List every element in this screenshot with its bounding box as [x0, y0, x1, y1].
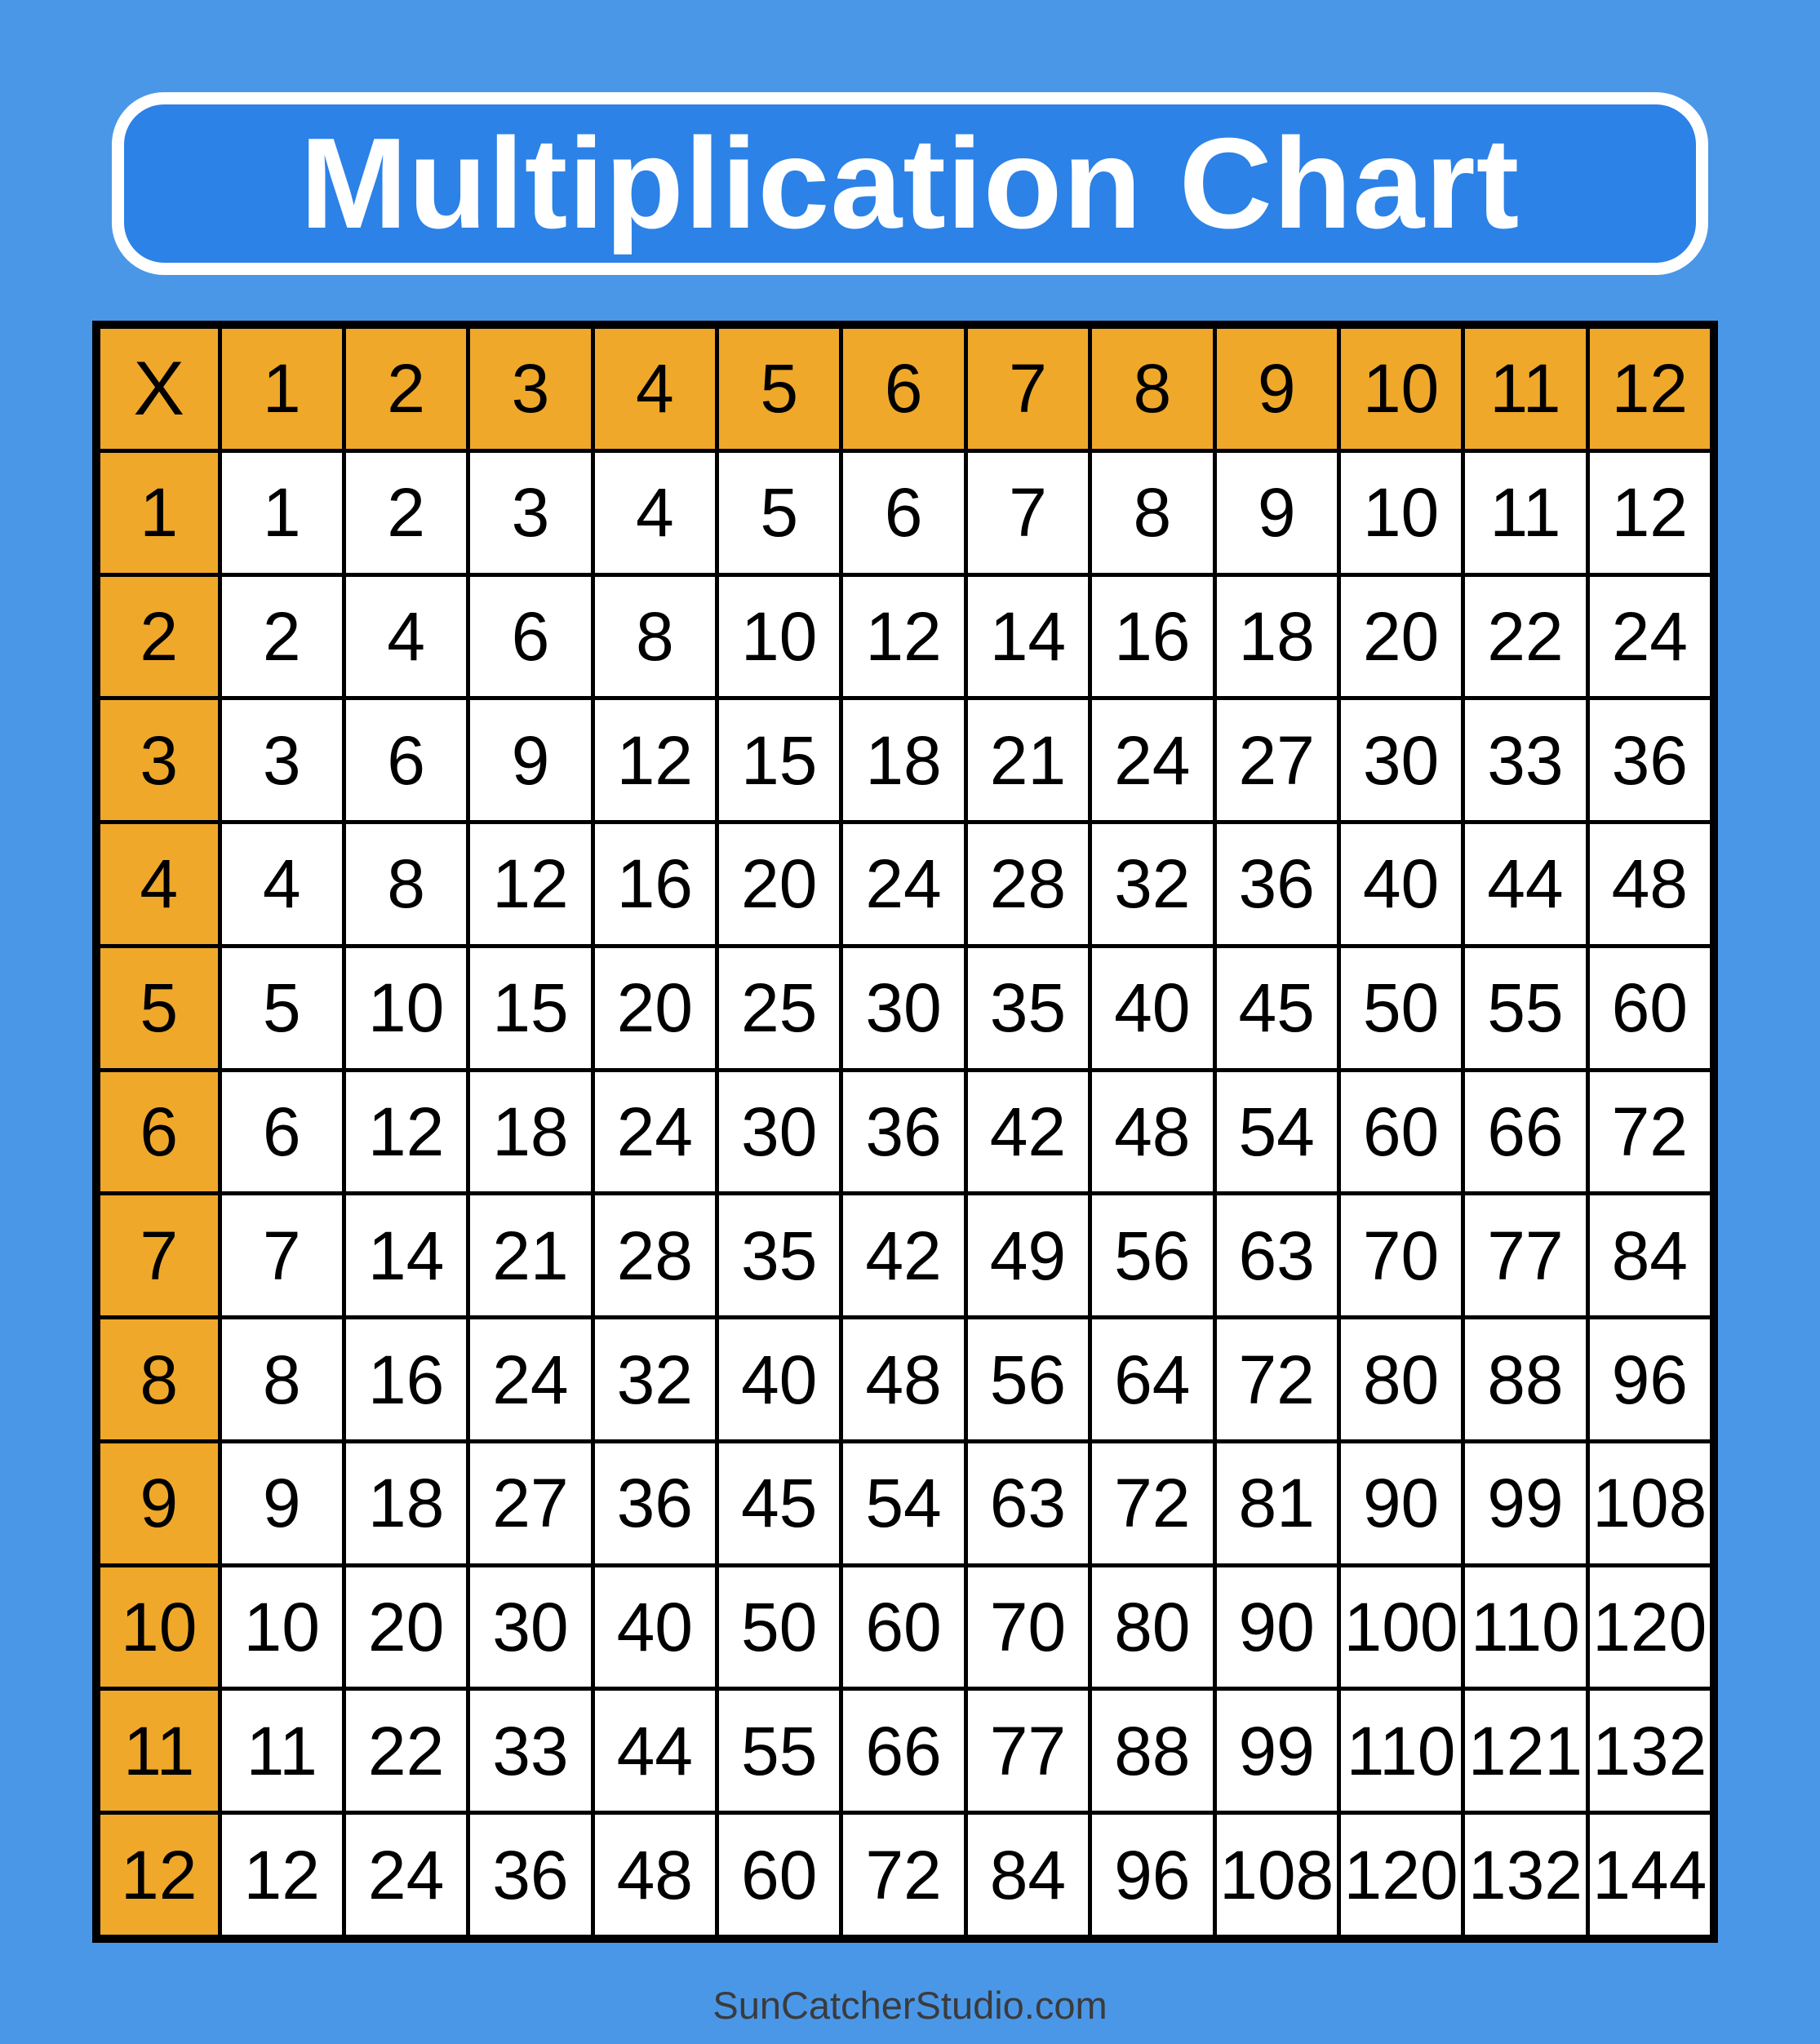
product-cell: 60	[719, 1815, 839, 1935]
row-header-cell: 11	[100, 1691, 218, 1811]
product-cell: 3	[222, 700, 342, 820]
row-header-cell: 2	[100, 577, 218, 697]
product-cell: 70	[968, 1567, 1088, 1687]
product-cell: 84	[968, 1815, 1088, 1935]
product-cell: 96	[1092, 1815, 1212, 1935]
product-cell: 72	[1590, 1072, 1710, 1192]
product-cell: 72	[1217, 1319, 1337, 1439]
product-cell: 54	[843, 1443, 963, 1563]
product-cell: 90	[1341, 1443, 1461, 1563]
product-cell: 9	[470, 700, 590, 820]
product-cell: 56	[968, 1319, 1088, 1439]
column-header-cell: 8	[1092, 329, 1212, 449]
product-cell: 10	[346, 948, 466, 1068]
product-cell: 10	[1341, 453, 1461, 573]
product-cell: 45	[1217, 948, 1337, 1068]
product-cell: 8	[346, 824, 466, 944]
column-header-cell: 4	[595, 329, 715, 449]
product-cell: 32	[595, 1319, 715, 1439]
product-cell: 108	[1217, 1815, 1337, 1935]
product-cell: 10	[719, 577, 839, 697]
product-cell: 6	[843, 453, 963, 573]
product-cell: 6	[222, 1072, 342, 1192]
product-cell: 42	[968, 1072, 1088, 1192]
product-cell: 110	[1341, 1691, 1461, 1811]
product-cell: 96	[1590, 1319, 1710, 1439]
product-cell: 24	[346, 1815, 466, 1935]
product-cell: 9	[222, 1443, 342, 1563]
product-cell: 44	[1465, 824, 1585, 944]
product-cell: 120	[1590, 1567, 1710, 1687]
product-cell: 12	[470, 824, 590, 944]
product-cell: 16	[346, 1319, 466, 1439]
product-cell: 36	[843, 1072, 963, 1192]
product-cell: 4	[346, 577, 466, 697]
product-cell: 99	[1465, 1443, 1585, 1563]
product-cell: 36	[1217, 824, 1337, 944]
product-cell: 54	[1217, 1072, 1337, 1192]
product-cell: 81	[1217, 1443, 1337, 1563]
product-cell: 20	[346, 1567, 466, 1687]
product-cell: 5	[222, 948, 342, 1068]
product-cell: 15	[470, 948, 590, 1068]
product-cell: 4	[595, 453, 715, 573]
product-cell: 35	[968, 948, 1088, 1068]
product-cell: 9	[1217, 453, 1337, 573]
product-cell: 45	[719, 1443, 839, 1563]
product-cell: 55	[719, 1691, 839, 1811]
row-header-cell: 7	[100, 1195, 218, 1315]
product-cell: 66	[843, 1691, 963, 1811]
product-cell: 30	[1341, 700, 1461, 820]
column-header-cell: 1	[222, 329, 342, 449]
product-cell: 48	[1092, 1072, 1212, 1192]
product-cell: 4	[222, 824, 342, 944]
product-cell: 77	[1465, 1195, 1585, 1315]
product-cell: 44	[595, 1691, 715, 1811]
product-cell: 72	[1092, 1443, 1212, 1563]
product-cell: 18	[470, 1072, 590, 1192]
product-cell: 36	[470, 1815, 590, 1935]
product-cell: 24	[1092, 700, 1212, 820]
product-cell: 6	[470, 577, 590, 697]
row-header-cell: 8	[100, 1319, 218, 1439]
product-cell: 22	[1465, 577, 1585, 697]
product-cell: 50	[1341, 948, 1461, 1068]
column-header-cell: 2	[346, 329, 466, 449]
product-cell: 88	[1465, 1319, 1585, 1439]
column-header-cell: 10	[1341, 329, 1461, 449]
column-header-cell: 12	[1590, 329, 1710, 449]
product-cell: 56	[1092, 1195, 1212, 1315]
product-cell: 63	[968, 1443, 1088, 1563]
product-cell: 18	[843, 700, 963, 820]
title-banner	[112, 92, 1708, 275]
row-header-cell: 6	[100, 1072, 218, 1192]
product-cell: 20	[1341, 577, 1461, 697]
row-header-cell: 4	[100, 824, 218, 944]
column-header-cell: 3	[470, 329, 590, 449]
product-cell: 30	[843, 948, 963, 1068]
column-header-cell: 7	[968, 329, 1088, 449]
product-cell: 121	[1465, 1691, 1585, 1811]
product-cell: 28	[968, 824, 1088, 944]
page-title: Multiplication Chart	[300, 111, 1520, 255]
product-cell: 30	[719, 1072, 839, 1192]
product-cell: 12	[843, 577, 963, 697]
product-cell: 27	[470, 1443, 590, 1563]
product-cell: 63	[1217, 1195, 1337, 1315]
product-cell: 60	[1341, 1072, 1461, 1192]
product-cell: 8	[595, 577, 715, 697]
product-cell: 110	[1465, 1567, 1585, 1687]
product-cell: 33	[470, 1691, 590, 1811]
product-cell: 25	[719, 948, 839, 1068]
product-cell: 42	[843, 1195, 963, 1315]
product-cell: 50	[719, 1567, 839, 1687]
product-cell: 14	[346, 1195, 466, 1315]
product-cell: 48	[1590, 824, 1710, 944]
product-cell: 35	[719, 1195, 839, 1315]
row-header-cell: 5	[100, 948, 218, 1068]
product-cell: 132	[1465, 1815, 1585, 1935]
product-cell: 48	[843, 1319, 963, 1439]
product-cell: 30	[470, 1567, 590, 1687]
product-cell: 40	[1341, 824, 1461, 944]
row-header-cell: 9	[100, 1443, 218, 1563]
product-cell: 144	[1590, 1815, 1710, 1935]
product-cell: 60	[843, 1567, 963, 1687]
product-cell: 12	[222, 1815, 342, 1935]
product-cell: 77	[968, 1691, 1088, 1811]
product-cell: 2	[346, 453, 466, 573]
product-cell: 40	[719, 1319, 839, 1439]
product-cell: 24	[595, 1072, 715, 1192]
product-cell: 6	[346, 700, 466, 820]
product-cell: 18	[1217, 577, 1337, 697]
product-cell: 3	[470, 453, 590, 573]
row-header-cell: 12	[100, 1815, 218, 1935]
column-header-cell: 6	[843, 329, 963, 449]
product-cell: 27	[1217, 700, 1337, 820]
product-cell: 8	[1092, 453, 1212, 573]
product-cell: 48	[595, 1815, 715, 1935]
product-cell: 11	[1465, 453, 1585, 573]
product-cell: 2	[222, 577, 342, 697]
product-cell: 132	[1590, 1691, 1710, 1811]
product-cell: 33	[1465, 700, 1585, 820]
product-cell: 10	[222, 1567, 342, 1687]
product-cell: 55	[1465, 948, 1585, 1068]
row-header-cell: 1	[100, 453, 218, 573]
product-cell: 12	[595, 700, 715, 820]
product-cell: 100	[1341, 1567, 1461, 1687]
product-cell: 12	[346, 1072, 466, 1192]
product-cell: 14	[968, 577, 1088, 697]
product-cell: 5	[719, 453, 839, 573]
product-cell: 36	[595, 1443, 715, 1563]
product-cell: 21	[968, 700, 1088, 820]
product-cell: 7	[222, 1195, 342, 1315]
product-cell: 22	[346, 1691, 466, 1811]
product-cell: 24	[470, 1319, 590, 1439]
product-cell: 28	[595, 1195, 715, 1315]
product-cell: 108	[1590, 1443, 1710, 1563]
table-corner-cell: X	[100, 329, 218, 449]
product-cell: 49	[968, 1195, 1088, 1315]
product-cell: 12	[1590, 453, 1710, 573]
product-cell: 70	[1341, 1195, 1461, 1315]
product-cell: 36	[1590, 700, 1710, 820]
product-cell: 60	[1590, 948, 1710, 1068]
product-cell: 84	[1590, 1195, 1710, 1315]
product-cell: 72	[843, 1815, 963, 1935]
product-cell: 32	[1092, 824, 1212, 944]
product-cell: 21	[470, 1195, 590, 1315]
product-cell: 1	[222, 453, 342, 573]
product-cell: 8	[222, 1319, 342, 1439]
product-cell: 120	[1341, 1815, 1461, 1935]
product-cell: 7	[968, 453, 1088, 573]
product-cell: 40	[595, 1567, 715, 1687]
multiplication-table	[92, 321, 1718, 1943]
product-cell: 20	[719, 824, 839, 944]
product-cell: 64	[1092, 1319, 1212, 1439]
product-cell: 66	[1465, 1072, 1585, 1192]
product-cell: 15	[719, 700, 839, 820]
product-cell: 80	[1092, 1567, 1212, 1687]
footer-credit: SunCatcherStudio.com	[712, 1984, 1108, 2027]
product-cell: 24	[843, 824, 963, 944]
row-header-cell: 10	[100, 1567, 218, 1687]
product-cell: 16	[1092, 577, 1212, 697]
column-header-cell: 5	[719, 329, 839, 449]
product-cell: 16	[595, 824, 715, 944]
product-cell: 40	[1092, 948, 1212, 1068]
row-header-cell: 3	[100, 700, 218, 820]
product-cell: 99	[1217, 1691, 1337, 1811]
product-cell: 24	[1590, 577, 1710, 697]
product-cell: 11	[222, 1691, 342, 1811]
product-cell: 18	[346, 1443, 466, 1563]
column-header-cell: 9	[1217, 329, 1337, 449]
column-header-cell: 11	[1465, 329, 1585, 449]
product-cell: 90	[1217, 1567, 1337, 1687]
product-cell: 80	[1341, 1319, 1461, 1439]
product-cell: 88	[1092, 1691, 1212, 1811]
product-cell: 20	[595, 948, 715, 1068]
